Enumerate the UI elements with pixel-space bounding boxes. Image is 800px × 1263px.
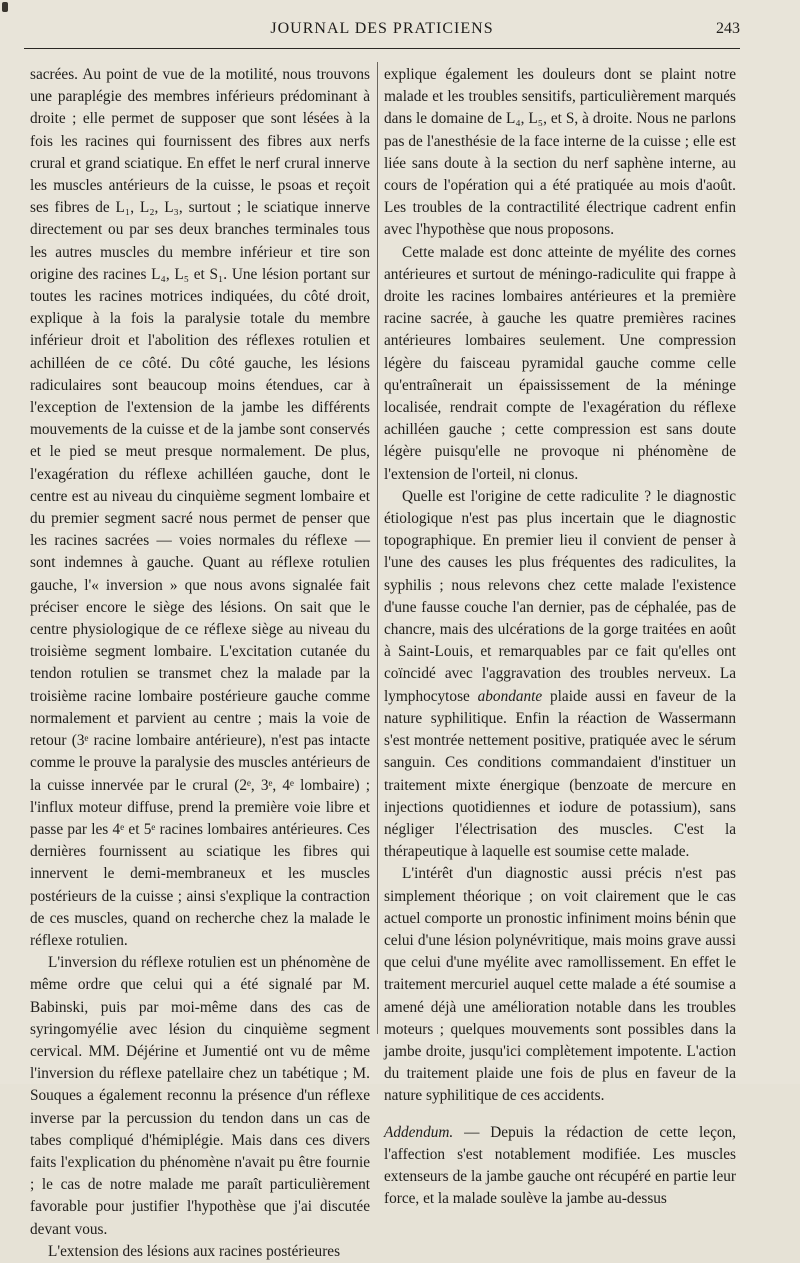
addendum-text: — Depuis la rédaction de cette leçon, l'affection s'est notablement modifiée. Les muscles extenseurs de la jambe gauche ont récupéré en partie leur force, et la malade soulève la jambe au-dessus [384,1123,736,1208]
header-rule [24,48,740,49]
running-title: JOURNAL DES PRATICIENS [270,20,494,37]
addendum-paragraph [384,1122,736,1211]
column-divider [377,62,378,1034]
right-paragraph-3-end: plaide aussi en faveur de la nature syphilitique. Enfin la réaction de Wassermann s'est montrée nettement positive, pratiquée avec le sérum sanguin. Ces conditions commandaient d'instituer un traitement mixte énergique (benzoate de mercure en injections quotidiennes et iodure de potassium), sans négliger l'électrisation des muscles. C'est la thérapeutique à laquelle est soumise cette malade. [384,687,736,861]
left-paragraph-2: L'inversion du réflexe rotulien est un phénomène de même ordre que celui qui a été signalé par M. Babinski, puis par moi-même dans des cas de syringomyélie avec lésion du cinquième segment cervical. MM. Déjérine et Jumentié ont vu de même l'inversion du réflexe patellaire chez un tabétique ; M. Souques a également reconnu la présence d'un réflexe inverse par la percussion du tendon dans un cas de tabes compliqué d'hémiplégie. Mais dans ces divers faits l'explication du phénomène n'avait pu être fournie ; le cas de notre malade me paraît particulièrement favorable pour justifier l'hypothèse que j'ai discutée devant vous. [30,954,370,1238]
page-header [24,20,740,42]
right-paragraph-3 [384,486,736,863]
left-paragraph-3: L'extension des lésions aux racines postérieures [48,1242,341,1260]
page-number: 243 [716,20,740,37]
emphasis-abondante: abondante [477,687,543,705]
right-paragraph-2: Cette malade est donc atteinte de myélite des cornes antérieures et surtout de méningo-radiculite qui frappe à droite les racines lombaires antérieures et la première racine sacrée, à gauche les quatre premières racines antérieures lombaires seulement. Une compression légère du faisceau pyramidal gauche comme celle qu'entraînerait un épaississement de la méninge localisée, rendrait compte de l'exagération du réflexe achilléen gauche ; cette compression est sans doute légère puisqu'elle ne provoque ni phénomène de l'extension de l'orteil, ni clonus. [384,243,736,483]
right-paragraph-3-start: Quelle est l'origine de cette radiculite ? le diagnostic étiologique n'est pas plus incertain que le diagnostic topographique. En premier lieu il convient de penser à l'une des causes les plus fréquentes des radiculites, la syphilis ; nous relevons chez cette malade l'existence d'une fausse couche l'an dernier, pas de céphalée, pas de chancre, mais des ulcérations de la gorge traitées en août à Saint-Louis, et remarquables par ce fait qu'elles ont coïncidé avec l'aggravation des troubles nerveux. La lymphocytose [384,487,736,705]
left-column [30,64,370,1263]
addendum-label: Addendum. [384,1123,454,1141]
right-paragraph-4: L'intérêt d'un diagnostic aussi précis n'est pas simplement théorique ; on voit clairement que le cas actuel comporte un pronostic infiniment moins bénin que celui d'une lésion polynévritique, mais moins grave aussi que celui d'une myélite avec ramollissement. En effet le traitement mercuriel auquel cette malade a été soumise a amené déjà une amélioration notable dans les troubles moteurs ; quelques mouvements sont possibles dans la jambe droite, jusqu'ici complètement impotente. L'action du traitement plaide une fois de plus en faveur de la nature syphilitique de ces accidents. [384,865,736,1105]
scan-edge-mark [2,2,8,12]
right-column [384,64,736,1210]
left-paragraph-1: sacrées. Au point de vue de la motilité, nous trouvons une paraplégie des membres inférieurs prédominant à droite ; elle permet de supposer que sont lésées à la fois les racines qui fournissent des fibres aux nerfs crural et grand sciatique. En effet le nerf crural innerve les muscles antérieurs de la cuisse, le psoas et reçoit ses fibres de L₁, L₂, L₃, surtout ; le sciatique innerve directement ou par ses deux branches terminales tous les autres muscles du membre inférieur et tire son origine des racines L₄, L₅ et S₁. Une lésion portant sur toutes les racines motrices indiquées, du côté droit, explique à la fois la paralysie totale du membre inférieur droit et l'abolition des réflexes rotulien et achilléen de ce côté. Du côté gauche, les lésions radiculaires sont beaucoup moins étendues, car à l'exception de l'extension de la jambe les différents mouvements de la cuisse et de la jambe sont conservés et le pied se meut presque normalement. De plus, l'exagération du réflexe achilléen gauche, dont le centre est au niveau du cinquième segment lombaire et du premier segment sacré nous permet de penser que les racines sacrées — voies normales du réflexe — sont indemnes à gauche. Quant au réflexe rotulien gauche, l'« inversion » que nous avons signalée fait préciser encore le siège des lésions. On sait que le centre physiologique de ce réflexe siège au niveau du troisième segment lombaire. L'excitation cutanée du tendon rotulien se transmet chez la malade par la troisième racine lombaire postérieure gauche comme normalement et parvient au centre ; mais la voie de retour (3ᵉ racine lombaire antérieure), n'est pas intacte comme le prouve la paralysie des muscles antérieurs de la cuisse innervée par le crural (2ᵉ, 3ᵉ, 4ᵉ lombaire) ; l'influx moteur diffuse, prend la première voie libre et passe par les 4ᵉ et 5ᵉ racines lombaires antérieures. Ces dernières fournissent au sciatique les fibres qui innervent le demi-membraneux et les muscles postérieurs de la cuisse ; ainsi s'explique la contraction de ces muscles, quand on recherche chez la malade le réflexe rotulien. [30,66,370,949]
right-paragraph-1: explique également les douleurs dont se plaint notre malade et les troubles sensitifs, particulièrement marqués dans le domaine de L₄, L₅, et S, à droite. Nous ne parlons pas de l'anesthésie de la face interne de la cuisse ; elle est liée sans doute à la section du nerf saphène interne, au cours de l'opération qui a été pratiquée au mois d'août. Les troubles de la contractilité électrique cadrent enfin avec l'hypothèse que nous proposons. [384,66,736,239]
